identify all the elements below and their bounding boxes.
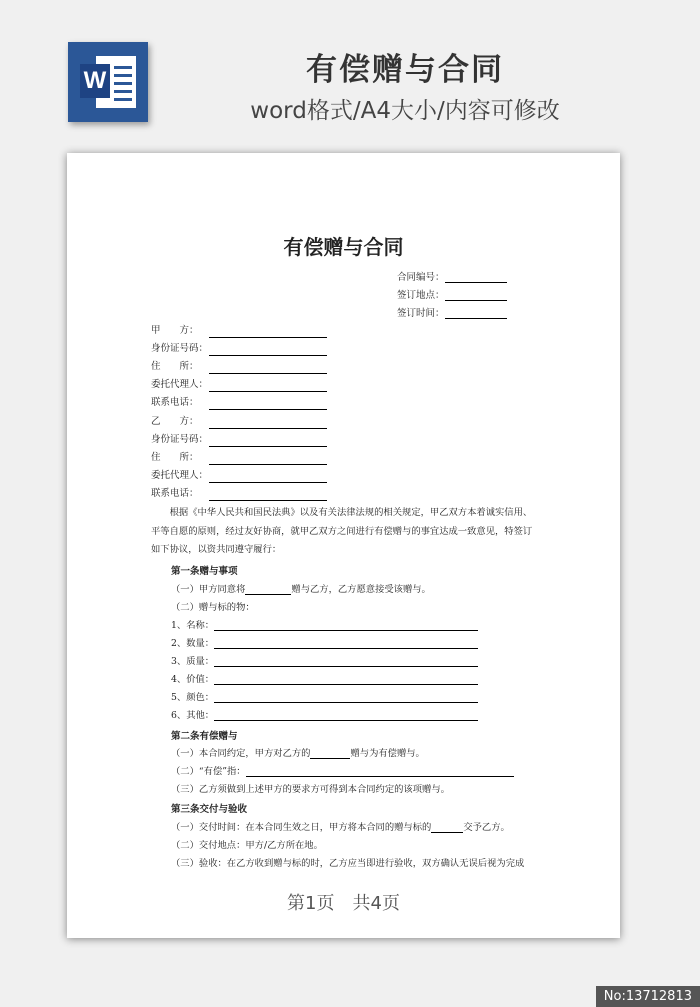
s3-line-3: （三）验收：在乙方收到赠与标的时，乙方应当即进行验收，双方确认无误后视为完成: [171, 858, 525, 869]
party-b-id: 身份证号码：: [151, 433, 327, 447]
s1-item-quality: 3、质量：: [171, 653, 478, 667]
section-3-title: 第三条交付与验收: [171, 804, 248, 815]
s2-line-1: （一）本合同约定，甲方对乙方的 赠与为有偿赠与。: [171, 748, 425, 759]
s1-line-1: （一）甲方同意将 赠与乙方，乙方愿意接受该赠与。: [171, 584, 431, 595]
party-a-id: 身份证号码：: [151, 342, 327, 356]
s1-item-color: 5、颜色：: [171, 689, 478, 703]
party-a-name: 甲 方：: [151, 324, 327, 338]
s1-line-2: （二）赠与标的物：: [171, 602, 255, 613]
s2-line-3: （三）乙方须做到上述甲方的要求方可得到本合同约定的该项赠与。: [171, 784, 450, 795]
document-page: [67, 153, 620, 938]
header-subtitle: word格式/A4大小/内容可修改: [250, 98, 560, 124]
party-a-agent: 委托代理人：: [151, 378, 327, 392]
party-b-agent: 委托代理人：: [151, 469, 327, 483]
header-title: 有偿赠与合同: [306, 52, 504, 88]
party-a-address: 住 所：: [151, 360, 327, 374]
word-letter: W: [80, 64, 110, 98]
s1-item-quantity: 2、数量：: [171, 635, 478, 649]
section-2-title: 第二条有偿赠与: [171, 731, 238, 742]
s3-line-1: （一）交付时间：在本合同生效之日，甲方将本合同的赠与标的 交予乙方。: [171, 822, 510, 833]
meta-sign-time: 签订时间：: [397, 305, 507, 319]
party-a-phone: 联系电话：: [151, 396, 327, 410]
page-footer: 第1页 共4页: [287, 893, 400, 914]
meta-contract-no: 合同编号：: [397, 269, 507, 283]
word-icon: [68, 42, 148, 122]
section-1-title: 第一条赠与事项: [171, 566, 238, 577]
party-b-phone: 联系电话：: [151, 487, 327, 501]
intro-paragraph: 根据《中华人民共和国民法典》以及有关法律法规的相关规定，甲乙双方本着诚实信用、平等自愿的原则，经过友好协商，就甲乙双方之间进行有偿赠与的事宜达成一致意见，特签订如下协议，以资共同遵守履行：: [151, 507, 533, 555]
meta-sign-place: 签订地点：: [397, 287, 507, 301]
party-b-address: 住 所：: [151, 451, 327, 465]
s1-item-value: 4、价值：: [171, 671, 478, 685]
s1-item-name: 1、名称：: [171, 617, 478, 631]
party-b-name: 乙 方：: [151, 415, 327, 429]
document-title: 有偿赠与合同: [283, 235, 404, 259]
s2-line-2: （二）“有偿”指：: [171, 763, 514, 777]
s3-line-2: （二）交付地点：甲方/乙方所在地。: [171, 840, 323, 851]
s1-item-other: 6、其他：: [171, 707, 478, 721]
image-number-badge: No:13712813: [596, 986, 700, 1007]
